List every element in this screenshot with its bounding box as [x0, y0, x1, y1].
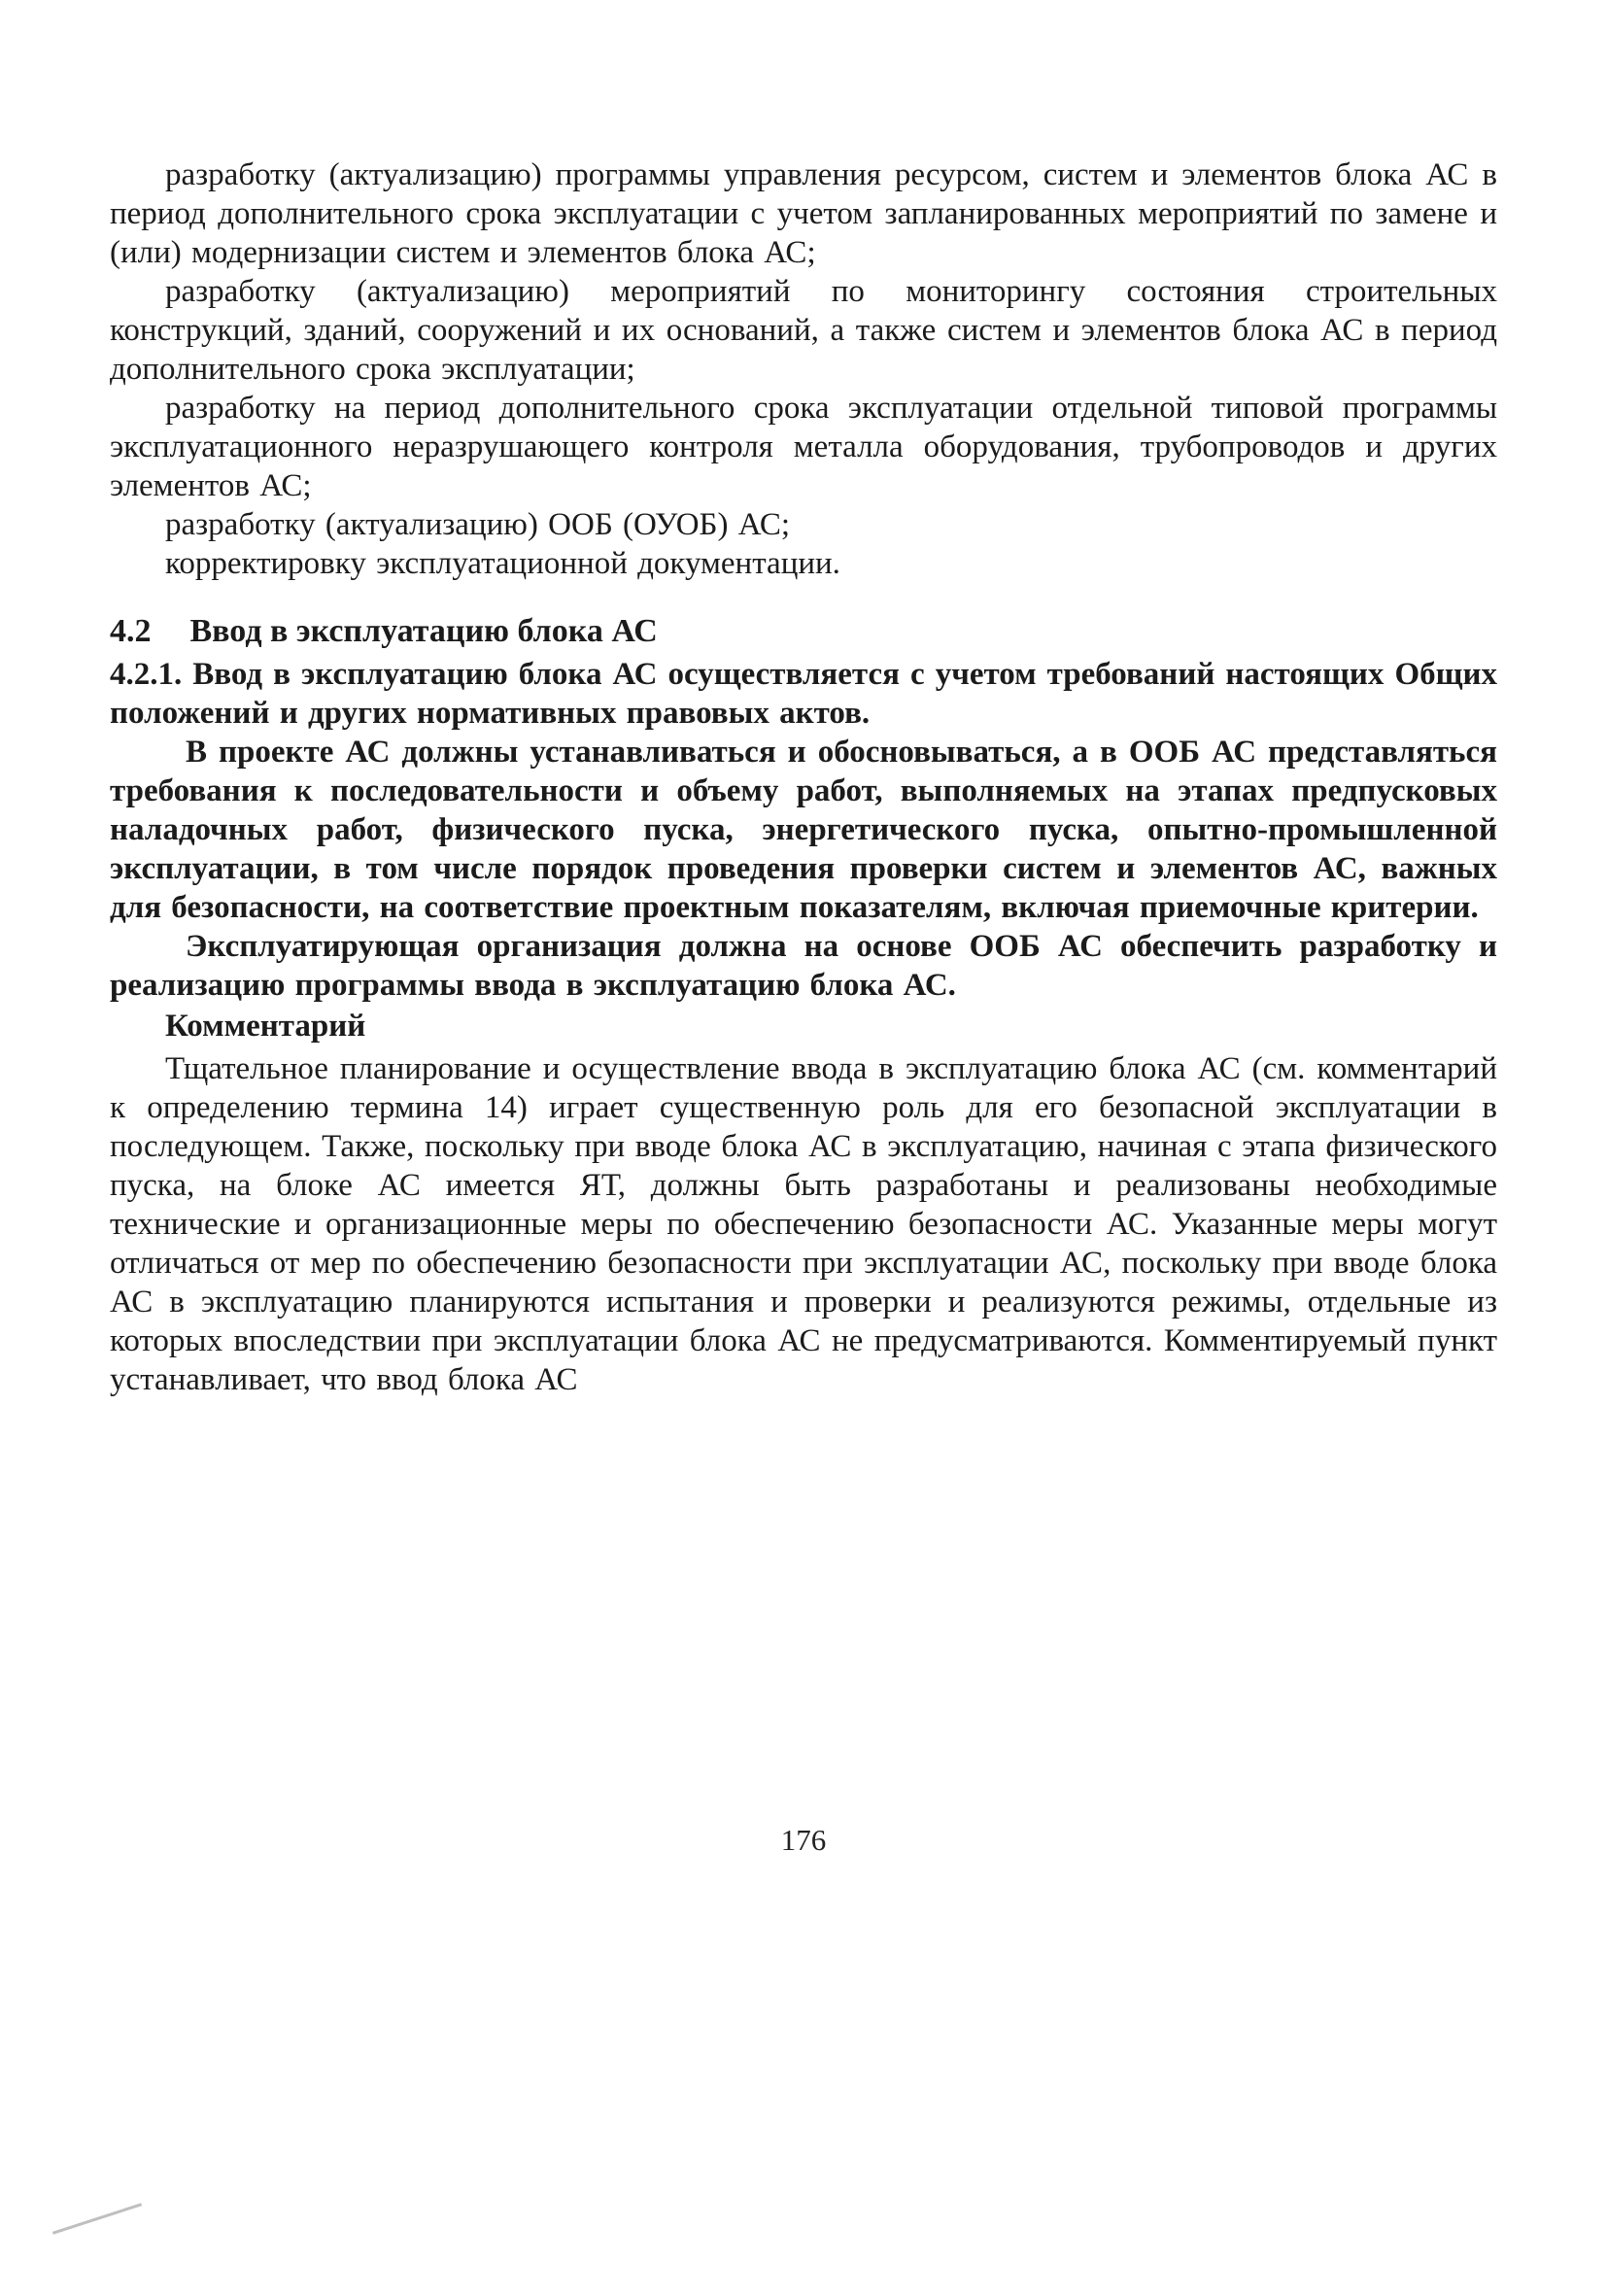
scan-artifact — [52, 2203, 142, 2235]
section-number: 4.2 — [110, 613, 152, 649]
clause-4-2-1: 4.2.1. Ввод в эксплуатацию блока АС осуществляется с учетом требований настоящих Общих положений и других нормативных правовых актов. — [110, 657, 1497, 731]
paragraph-oob: разработку (актуализацию) ООБ (ОУОБ) АС; — [165, 507, 791, 542]
section-4-2-heading — [110, 610, 1497, 653]
paragraph-ndt-program: разработку на период дополнительного срока эксплуатации отдельной типовой программы эксплуатационного неразрушающего контроля металла оборудования, трубопроводов и других элементов АС; — [110, 391, 1497, 503]
comment-paragraph: Тщательное планирование и осуществление ввода в эксплуатацию блока АС (см. комментарий к определению термина 14) играет существенную роль для его безопасной эксплуатации в последующем. Также, поскольку при вводе блока АС в эксплуатацию, начиная с этапа физического пуска, на блоке АС имеется ЯТ, должны быть разработаны и реализованы необходимые технические и организационные меры по обеспечению безопасности АС. Указанные меры могут отличаться от мер по обеспечению безопасности при эксплуатации АС, поскольку при вводе блока АС в эксплуатацию планируются испытания и проверки и реализуются режимы, отдельные из которых впоследствии при эксплуатации блока АС не предусматриваются. Комментируемый пункт устанавливает, что ввод блока АС — [110, 1051, 1497, 1397]
comment-heading: Комментарий — [165, 1009, 366, 1044]
page-body — [110, 155, 1497, 1399]
paragraph-resource-program: разработку (актуализацию) программы управления ресурсом, систем и элементов блока АС в период дополнительного срока эксплуатации с учетом запланированных мероприятий по замене и (или) модернизации систем и элементов блока АС; — [110, 157, 1497, 270]
section-title: Ввод в эксплуатацию блока АС — [189, 613, 658, 649]
page-number: 176 — [780, 1823, 827, 1857]
paragraph-monitoring: разработку (актуализацию) мероприятий по мониторингу состояния строительных конструкций, зданий, сооружений и их оснований, а также систем и элементов блока АС в период дополнительного срока эксплуатации; — [110, 274, 1497, 387]
paragraph-documentation: корректировку эксплуатационной документации. — [165, 546, 840, 581]
clause-project-requirements: В проекте АС должны устанавливаться и обосновываться, а в ООБ АС представляться требования к последовательности и объему работ, выполняемых на этапах предпусковых наладочных работ, физического пуска, энергетического пуска, опытно-промышленной эксплуатации, в том числе порядок проведения проверки систем и элементов АС, важных для безопасности, на соответствие проектным показателям, включая приемочные критерии. — [110, 735, 1497, 925]
clause-operating-organization: Эксплуатирующая организация должна на основе ООБ АС обеспечить разработку и реализацию программы ввода в эксплуатацию блока АС. — [110, 929, 1497, 1003]
